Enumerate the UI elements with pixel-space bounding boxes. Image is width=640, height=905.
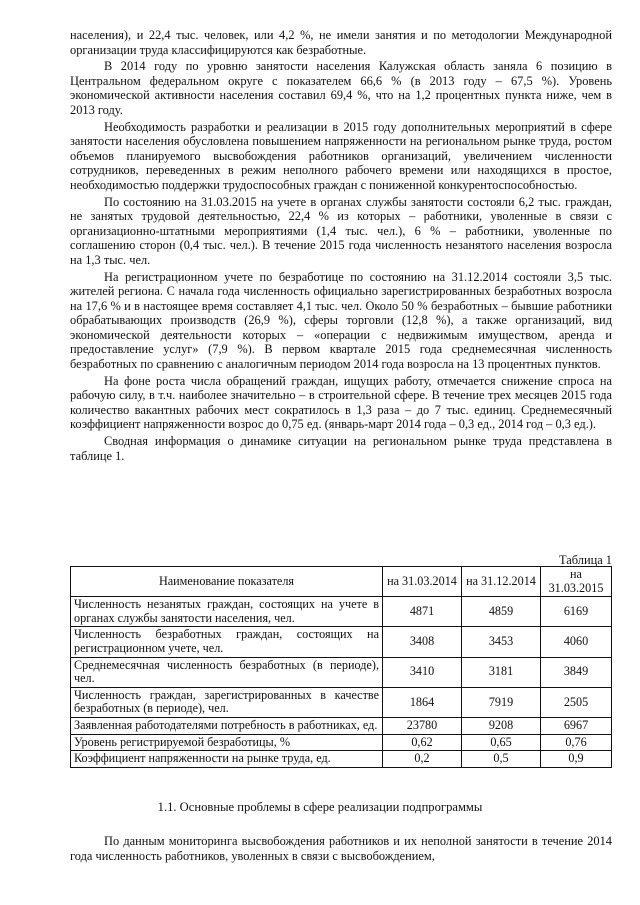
- paragraph: По состоянию на 31.03.2015 на учете в органах службы занятости состояли 6,2 тыс. граждан, не занятых трудовой деятельностью, 22,4 % из которых – работники, уволенные в связи с организационно-штатными мероприятиями (1,4 тыс. чел.), 6 % – работники, уволенные по соглашению сторон (0,4 тыс. чел.). В течение 2015 года численность незанятого населения возросла на 1,3 тыс. чел.: [70, 194, 612, 267]
- row-label: Численность незанятых граждан, состоящих на учете в органах службы занятости населения, чел.: [71, 597, 383, 627]
- table-row: [71, 597, 612, 627]
- cell-value: 4859: [462, 597, 541, 627]
- cell-value: 3410: [383, 657, 462, 687]
- labor-market-table: [70, 566, 612, 768]
- row-label: Заявленная работодателями потребность в работниках, ед.: [71, 717, 383, 734]
- cell-value: 4060: [541, 627, 612, 657]
- cell-value: 0,65: [462, 734, 541, 751]
- row-label: Уровень регистрируемой безработицы, %: [71, 734, 383, 751]
- header-col-2014-03: на 31.03.2014: [383, 567, 462, 597]
- cell-value: 3453: [462, 627, 541, 657]
- paragraph: На фоне роста числа обращений граждан, ищущих работу, отмечается снижение спроса на рабочую силу, в т.ч. наиболее значительно – в строительной сфере. В течение трех месяцев 2015 года количество вакантных рабочих мест сократилось в 1,3 раза – до 7 тыс. единиц. Среднемесячный коэффициент напряженности возрос до 0,75 ед. (январь-март 2014 года – 0,3 ед., 2014 год – 0,3 ед.).: [70, 373, 612, 432]
- cell-value: 3849: [541, 657, 612, 687]
- closing-text: [70, 834, 612, 865]
- body-text: [70, 28, 612, 465]
- table-caption: Таблица 1: [559, 553, 612, 567]
- row-label: Численность граждан, зарегистрированных в качестве безработных (в периоде), чел.: [71, 687, 383, 717]
- header-col-2015-03: на 31.03.2015: [541, 567, 612, 597]
- paragraph: Сводная информация о динамике ситуации на региональном рынке труда представлена в таблице 1.: [70, 434, 612, 463]
- paragraph: По данным мониторинга высвобождения работников и их неполной занятости в течение 2014 года численность работников, уволенных в связи с высвобождением,: [70, 834, 612, 863]
- row-label: Коэффициент напряженности на рынке труда, ед.: [71, 751, 383, 768]
- table-row: [71, 687, 612, 717]
- cell-value: 0,76: [541, 734, 612, 751]
- paragraph: Необходимость разработки и реализации в 2015 году дополнительных мероприятий в сфере занятости населения обусловлена повышением напряженности на региональном рынке труда, ростом объемов планируемого высвобождения работников организаций, увеличением численности сотрудников, переведенных в режим неполного рабочего времени или находящихся в простое, необходимостью поддержки трудоспособных граждан с пониженной конкурентоспособностью.: [70, 119, 612, 192]
- table-row: [71, 734, 612, 751]
- cell-value: 9208: [462, 717, 541, 734]
- table-row: [71, 627, 612, 657]
- cell-value: 4871: [383, 597, 462, 627]
- section-heading: 1.1. Основные проблемы в сфере реализации подпрограммы: [157, 800, 483, 814]
- cell-value: 3408: [383, 627, 462, 657]
- cell-value: 0,62: [383, 734, 462, 751]
- cell-value: 2505: [541, 687, 612, 717]
- paragraph: населения), и 22,4 тыс. человек, или 4,2 %, не имели занятия и по методологии Международной организации труда классифицируются как безработные.: [70, 28, 612, 57]
- paragraph: В 2014 году по уровню занятости населения Калужская область заняла 6 позицию в Центральном федеральном округе с показателем 66,6 % (в 2013 году – 67,5 %). Уровень экономической активности населения составил 69,4 %, что на 1,2 процентных пункта ниже, чем в 2013 году.: [70, 59, 612, 117]
- table-row: [71, 751, 612, 768]
- table-header-row: [71, 567, 612, 597]
- cell-value: 0,9: [541, 751, 612, 768]
- cell-value: 1864: [383, 687, 462, 717]
- table-row: [71, 717, 612, 734]
- header-col-2014-12: на 31.12.2014: [462, 567, 541, 597]
- cell-value: 23780: [383, 717, 462, 734]
- row-label: Численность безработных граждан, состоящих на регистрационном учете, чел.: [71, 627, 383, 657]
- cell-value: 0,5: [462, 751, 541, 768]
- cell-value: 6967: [541, 717, 612, 734]
- cell-value: 7919: [462, 687, 541, 717]
- header-indicator-name: Наименование показателя: [71, 567, 383, 597]
- cell-value: 3181: [462, 657, 541, 687]
- table-row: [71, 657, 612, 687]
- row-label: Среднемесячная численность безработных (в периоде), чел.: [71, 657, 383, 687]
- paragraph: На регистрационном учете по безработице по состоянию на 31.12.2014 состояли 3,5 тыс. жителей региона. С начала года численность официально зарегистрированных безработных возросла на 17,6 % и в настоящее время составляет 4,1 тыс. чел. Около 50 % безработных – бывшие работники обрабатывающих производств (26,9 %), сферы торговли (12,8 %), а также организаций, вид экономической деятельности которых – «операции с недвижимым имуществом, аренда и предоставление услуг» (7,9 %). В первом квартале 2015 года среднемесячная численность безработных по сравнению с аналогичным периодом 2014 года возросла на 13 процентных пунктов.: [70, 269, 612, 372]
- cell-value: 6169: [541, 597, 612, 627]
- cell-value: 0,2: [383, 751, 462, 768]
